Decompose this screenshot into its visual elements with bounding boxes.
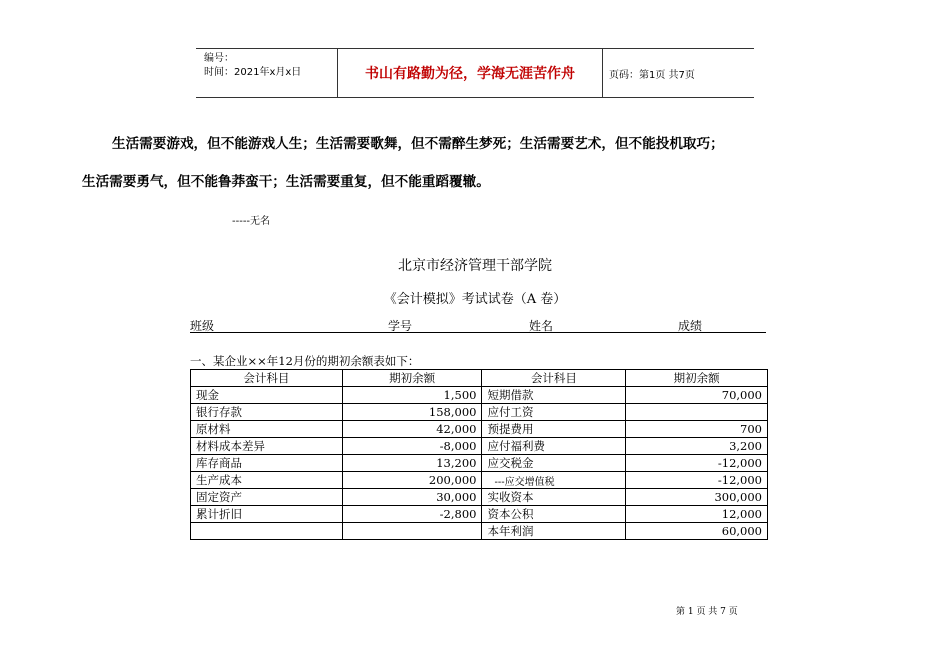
- quote-line-2: 生活需要勇气，但不能鲁莽蛮干；生活需要重复，但不能重蹈覆辙。: [82, 174, 490, 190]
- table-row: [191, 438, 768, 455]
- header-balance: 期初余额: [342, 370, 482, 387]
- cell-amount: 1,500: [342, 387, 482, 404]
- header-motto: 书山有路勤为径，学海无涯苦作舟: [338, 49, 603, 97]
- table-row: [191, 404, 768, 421]
- question-1-text: 一、某企业××年12月份的期初余额表如下：: [190, 354, 420, 368]
- header-meta: [196, 49, 338, 97]
- table-row: [191, 387, 768, 404]
- quote-line-1: 生活需要游戏，但不能游戏人生；生活需要歌舞，但不需醉生梦死；生活需要艺术，但不能投机取巧；: [112, 136, 724, 152]
- opening-balance-table: [190, 369, 768, 540]
- page-header: [196, 48, 754, 98]
- cell-account: 短期借款: [482, 387, 626, 404]
- table-row: [191, 421, 768, 438]
- cell-account: 实收资本: [482, 489, 626, 506]
- cell-amount: 60,000: [626, 523, 768, 540]
- time-label: 时间：2021年x月x日: [204, 67, 302, 78]
- cell-sub-account: [482, 472, 626, 489]
- cell-amount: 300,000: [626, 489, 768, 506]
- cell-account: 材料成本差异: [191, 438, 343, 455]
- cell-amount: 42,000: [342, 421, 482, 438]
- table-row: [191, 506, 768, 523]
- header-account: 会计科目: [191, 370, 343, 387]
- cell-amount: 70,000: [626, 387, 768, 404]
- cell-amount: -8,000: [342, 438, 482, 455]
- exam-title: 《会计模拟》考试试卷（A 卷）: [383, 292, 567, 307]
- quote-author: -----无名: [232, 216, 271, 227]
- cell-account: 预提费用: [482, 421, 626, 438]
- cell-amount: [626, 404, 768, 421]
- score-label: 成绩: [678, 319, 703, 333]
- cell-amount: [342, 523, 482, 540]
- cell-account: 累计折旧: [191, 506, 343, 523]
- cell-account: 应付福利费: [482, 438, 626, 455]
- header-account: 会计科目: [482, 370, 626, 387]
- cell-account: 固定资产: [191, 489, 343, 506]
- sub-account-label: ---应交增值税: [494, 476, 555, 488]
- cell-amount: -12,000: [626, 455, 768, 472]
- cell-account: 应付工资: [482, 404, 626, 421]
- table-header-row: [191, 370, 768, 387]
- table-row: [191, 489, 768, 506]
- cell-account: 原材料: [191, 421, 343, 438]
- school-title: 北京市经济管理干部学院: [398, 258, 552, 274]
- name-label: 姓名: [529, 319, 554, 333]
- cell-amount: 13,200: [342, 455, 482, 472]
- table-row: [191, 523, 768, 540]
- cell-account: 生产成本: [191, 472, 343, 489]
- cell-amount: 30,000: [342, 489, 482, 506]
- cell-amount: -2,800: [342, 506, 482, 523]
- cell-amount: 700: [626, 421, 768, 438]
- page-footer: 第 1 页 共 7 页: [676, 607, 738, 617]
- table-row: [191, 472, 768, 489]
- student-info-line: [190, 316, 766, 333]
- cell-account: 本年利润: [482, 523, 626, 540]
- quote-block: [82, 128, 950, 198]
- cell-amount: 3,200: [626, 438, 768, 455]
- cell-amount: -12,000: [626, 472, 768, 489]
- cell-amount: 12,000: [626, 506, 768, 523]
- table-row: [191, 455, 768, 472]
- cell-account: [191, 523, 343, 540]
- header-balance: 期初余额: [626, 370, 768, 387]
- cell-account: 资本公积: [482, 506, 626, 523]
- cell-account: 银行存款: [191, 404, 343, 421]
- cell-amount: 158,000: [342, 404, 482, 421]
- cell-account: 应交税金: [482, 455, 626, 472]
- code-label: 编号：: [204, 53, 234, 64]
- class-label: 班级: [190, 319, 215, 333]
- student-no-label: 学号: [388, 319, 413, 333]
- cell-amount: 200,000: [342, 472, 482, 489]
- header-page-info: 页码：第1页 共7页: [609, 69, 695, 81]
- cell-account: 库存商品: [191, 455, 343, 472]
- cell-account: 现金: [191, 387, 343, 404]
